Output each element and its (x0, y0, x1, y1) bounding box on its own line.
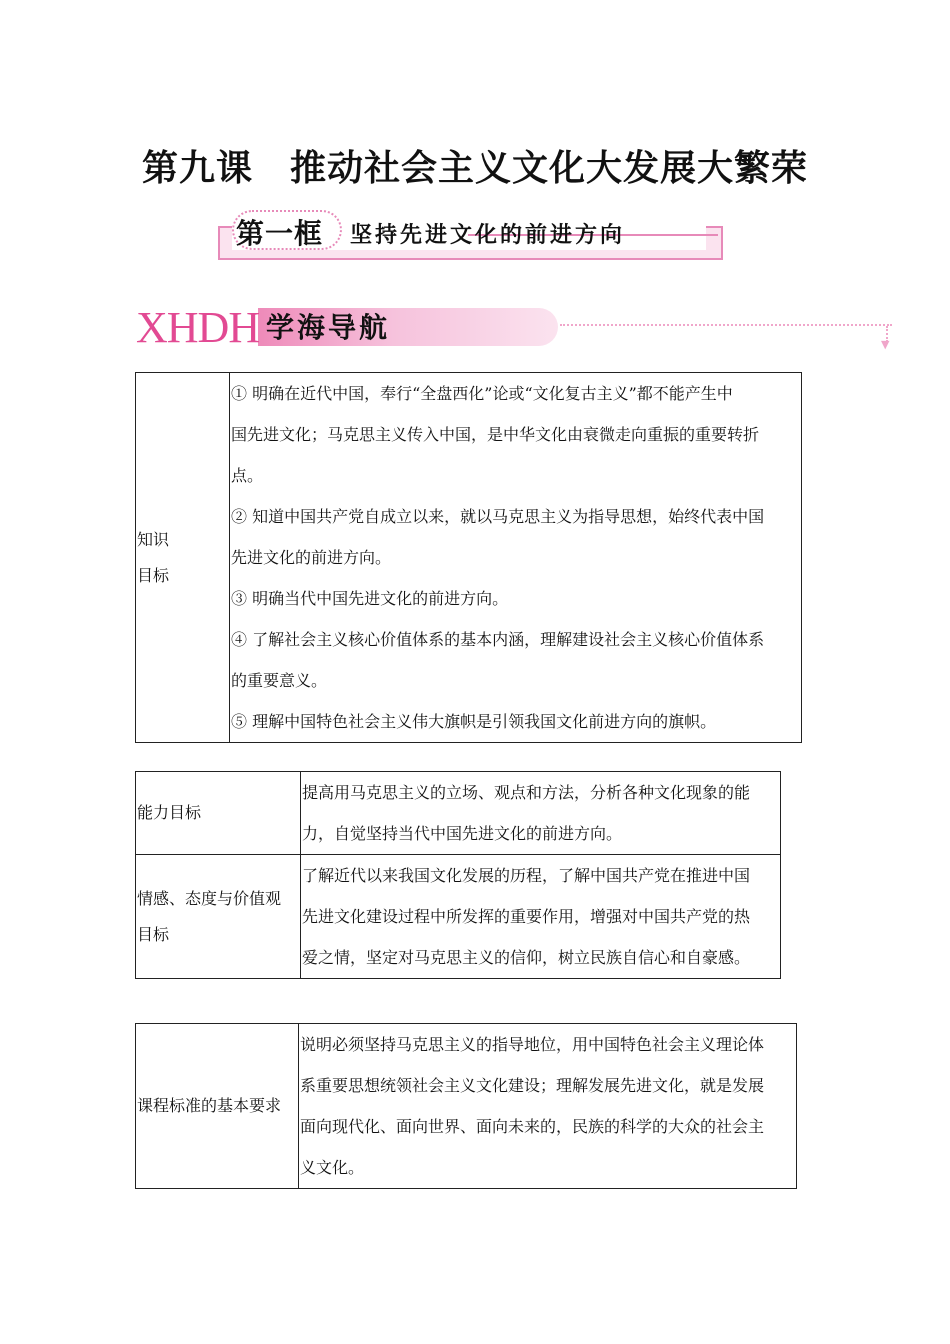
standard-line: 义文化。 (300, 1158, 365, 1177)
table-row (136, 772, 781, 855)
nav-header-title: 学海导航 (266, 311, 391, 344)
standard-line: 面向现代化、面向世界、面向未来的，民族的科学的大众的社会主 (300, 1117, 765, 1136)
standard-line: 说明必须坚持马克思主义的指导地位，用中国特色社会主义理论体 (300, 1035, 765, 1054)
ability-goals-content (301, 772, 781, 855)
down-arrow-icon: ▼ (881, 338, 890, 351)
goal-line: ① 明确在近代中国，奉行“全盘西化”论或“文化复古主义”都不能产生中 (231, 384, 733, 403)
goal-line: 爱之情，坚定对马克思主义的信仰，树立民族自信心和自豪感。 (302, 948, 751, 967)
nav-logo: XHDH (136, 303, 260, 352)
section-badge-text: 第一框 (236, 217, 324, 250)
goal-line: ③ 明确当代中国先进文化的前进方向。 (231, 589, 509, 608)
section-subtitle: 坚持先进文化的前进方向 (350, 223, 626, 248)
standard-line: 系重要思想统领社会主义文化建设；理解发展先进文化，就是发展 (300, 1076, 765, 1095)
label-line: 知识 (137, 529, 170, 549)
goal-line: 提高用马克思主义的立场、观点和方法，分析各种文化现象的能 (302, 783, 751, 802)
label-line: 能力目标 (137, 803, 202, 822)
ability-goals-label (136, 772, 301, 855)
nav-header (136, 300, 890, 352)
label-line: 情感、态度与价值观 (137, 888, 282, 908)
knowledge-goals-content (230, 373, 802, 743)
knowledge-goals-table (135, 372, 802, 743)
label-line: 课程标准的基本要求 (137, 1096, 282, 1115)
goal-line: 国先进文化；马克思主义传入中国，是中华文化由衰微走向重振的重要转折 (231, 425, 760, 444)
section-banner (218, 204, 725, 262)
goal-line: 先进文化的前进方向。 (231, 548, 392, 567)
curriculum-standard-label (136, 1024, 299, 1189)
goal-line: 了解近代以来我国文化发展的历程，了解中国共产党在推进中国 (302, 866, 751, 885)
goal-line: 力，自觉坚持当代中国先进文化的前进方向。 (302, 824, 623, 843)
curriculum-standard-content (299, 1024, 797, 1189)
curriculum-standard-table (135, 1023, 797, 1189)
label-line: 目标 (137, 924, 170, 944)
table-row (136, 855, 781, 979)
table-row (136, 1024, 797, 1189)
goal-line: ② 知道中国共产党自成立以来，就以马克思主义为指导思想，始终代表中国 (231, 507, 765, 526)
emotion-goals-content (301, 855, 781, 979)
goal-line: 点。 (231, 466, 264, 485)
label-line: 目标 (137, 565, 170, 585)
nav-dashed-line (560, 324, 892, 326)
goal-line: ⑤ 理解中国特色社会主义伟大旗帜是引领我国文化前进方向的旗帜。 (231, 712, 717, 731)
ability-emotion-table (135, 771, 781, 979)
goal-line: 先进文化建设过程中所发挥的重要作用，增强对中国共产党的热 (302, 907, 751, 926)
knowledge-goals-label (136, 373, 230, 743)
goal-line: ④ 了解社会主义核心价值体系的基本内涵，理解建设社会主义核心价值体系 (231, 630, 765, 649)
emotion-goals-label (136, 855, 301, 979)
table-row (136, 373, 802, 743)
goal-line: 的重要意义。 (231, 671, 328, 690)
lesson-title: 第九课 推动社会主义文化大发展大繁荣 (141, 148, 808, 189)
